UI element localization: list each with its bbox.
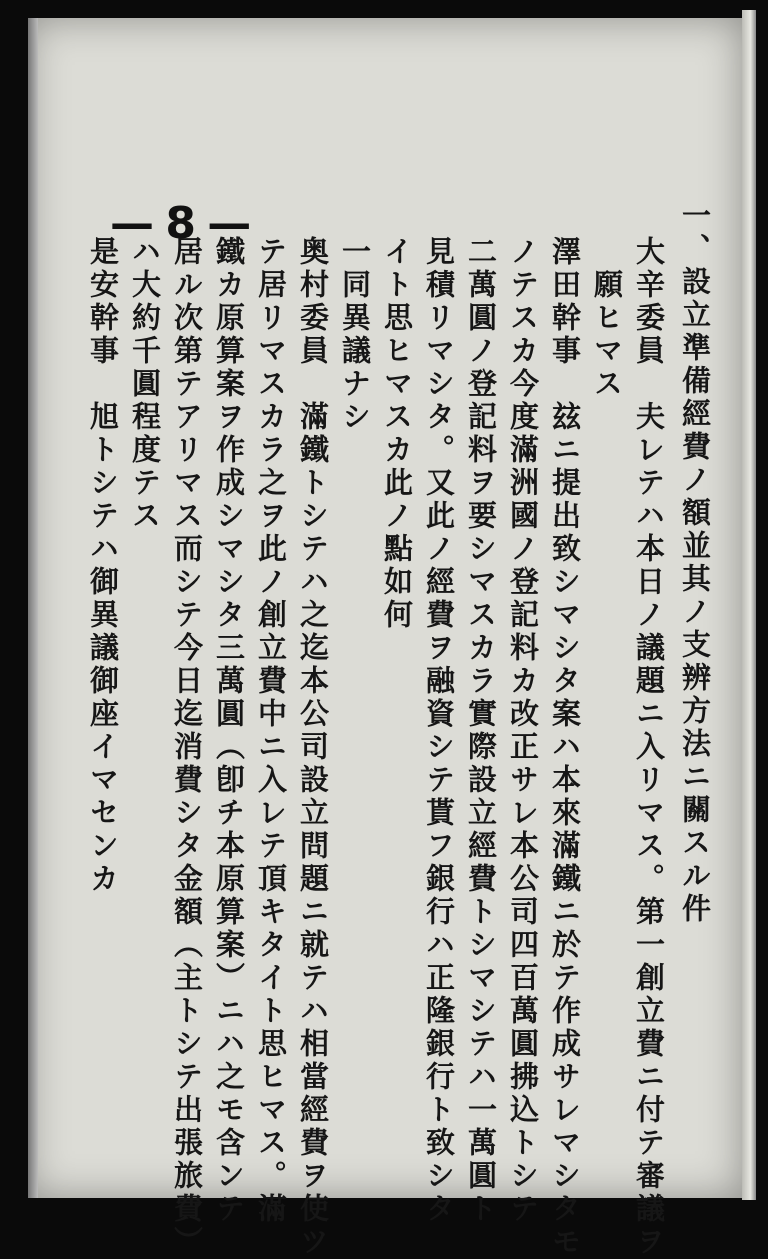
- text-line-13: 居ル次第テアリマス而シテ今日迄消費シタ金額（主トシテ出張旅費）: [170, 236, 204, 1259]
- text-line-4: 澤田幹事 玆ニ提出致シマシタ案ハ本來滿鐵ニ於テ作成サレマシタモ: [548, 236, 582, 1259]
- text-line-12: 鐵カ原算案ヲ作成シマシタ三萬圓（卽チ本原算案）ニハ之モ含ンテ: [212, 236, 246, 1226]
- text-line-14: ハ大約千圓程度テス: [128, 236, 162, 533]
- text-line-8: イト思ヒマスカ此ノ點如何: [380, 236, 414, 632]
- text-line-7: 見積リマシタ。又此ノ經費ヲ融資シテ貰フ銀行ハ正隆銀行ト致シタ: [422, 236, 456, 1226]
- text-line-9: 一同異議ナシ: [338, 236, 372, 434]
- text-line-1: 一、設立準備經費ノ額並其ノ支辨方法ニ關スル件: [678, 200, 712, 926]
- text-line-15: 是安幹事 旭トシテハ御異議御座イマセンカ: [86, 236, 120, 896]
- text-line-5: ノテスカ今度滿洲國ノ登記料カ改正サレ本公司四百萬圓拂込トシテ: [506, 236, 540, 1226]
- text-line-6: 二萬圓ノ登記料ヲ要シマスカラ實際設立經費トシマシテハ一萬圓ト: [464, 236, 498, 1226]
- text-line-2: 大辛委員 夫レテハ本日ノ議題ニ入リマス。第一創立費ニ付テ審議ヲ: [632, 236, 666, 1259]
- document-page: [28, 18, 742, 1259]
- text-line-11: テ居リマスカラ之ヲ此ノ創立費中ニ入レテ頂キタイト思ヒマス。滿: [254, 236, 288, 1226]
- page-edge: [742, 10, 756, 1200]
- page-number: — 8 —: [110, 198, 250, 249]
- text-line-10: 奥村委員 滿鐵トシテハ之迄本公司設立問題ニ就テハ相當經費ヲ使ツ: [296, 236, 330, 1259]
- text-line-3: 願ヒマス: [590, 236, 624, 401]
